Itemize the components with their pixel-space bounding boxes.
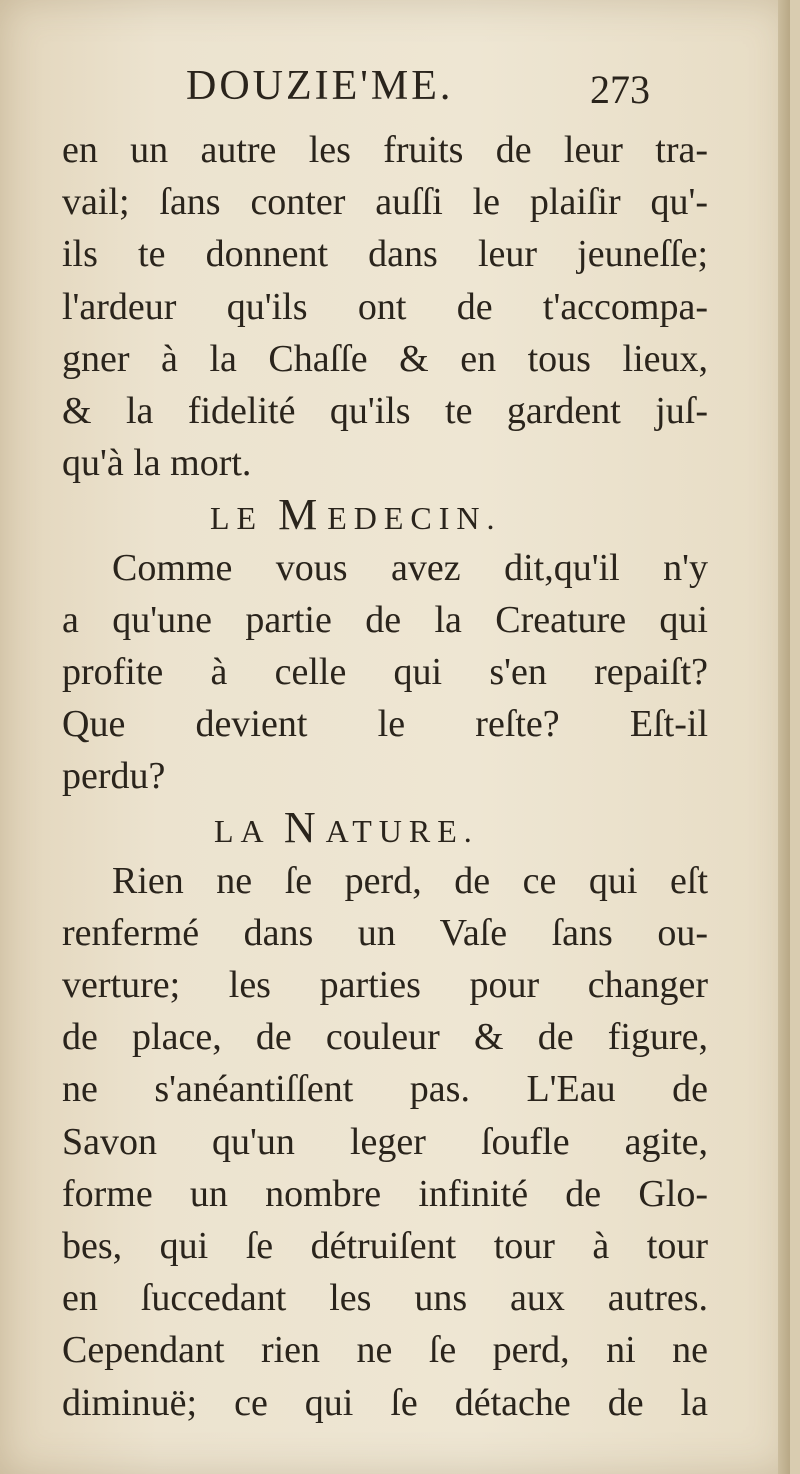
- speaker-initial: N: [283, 803, 326, 853]
- text-line: l'ardeur qu'ils ont de t'accompa-: [62, 285, 708, 328]
- text-line: qu'à la mort.: [62, 442, 252, 485]
- text-line: de place, de couleur & de figure,: [62, 1016, 708, 1059]
- text-line: Que devient le reſte? Eſt-il: [62, 703, 708, 746]
- page-edge: [778, 0, 790, 1474]
- running-title: DOUZIE'ME.: [186, 63, 454, 109]
- text-line: ils te donnent dans leur jeuneſſe;: [62, 233, 708, 276]
- text-line: verture; les parties pour changer: [62, 964, 708, 1006]
- text-line: profite à celle qui s'en repaiſt?: [62, 650, 708, 693]
- text-line: en ſuccedant les uns aux autres.: [62, 1277, 708, 1320]
- text-line: & la fidelité qu'ils te gardent juſ-: [62, 389, 708, 432]
- text-line: Rien ne ſe perd, de ce qui eſt: [112, 859, 708, 902]
- speaker-rest: ATURE.: [325, 813, 479, 850]
- speaker-lead: LA: [214, 813, 284, 850]
- text-line: Comme vous avez dit,qu'il n'y: [112, 546, 708, 589]
- speaker-lead: LE: [210, 500, 279, 537]
- page-header: [0, 62, 790, 124]
- body-text: [62, 124, 708, 1429]
- page-number: 273: [590, 67, 650, 112]
- text-line: en un autre les fruits de leur tra-: [62, 129, 708, 171]
- text-line: ne s'anéantiſſent pas. L'Eau de: [62, 1068, 708, 1111]
- speaker-heading-medecin: [62, 489, 708, 541]
- text-line: bes, qui ſe détruiſent tour à tour: [62, 1224, 708, 1267]
- text-line: Cependant rien ne ſe perd, ni ne: [62, 1329, 708, 1372]
- text-line: renfermé dans un Vaſe ſans ou-: [62, 911, 708, 954]
- text-line: a qu'une partie de la Creature qui: [62, 598, 708, 641]
- speaker-initial: M: [278, 490, 328, 540]
- text-line: forme un nombre infinité de Glo-: [62, 1172, 708, 1215]
- speaker-heading-nature: [62, 802, 708, 854]
- text-line: vail; ſans conter auſſi le plaiſir qu'-: [62, 181, 708, 224]
- text-line: gner à la Chaſſe & en tous lieux,: [62, 337, 708, 380]
- speaker-rest: EDECIN.: [327, 500, 502, 537]
- text-line: diminuë; ce qui ſe détache de la: [62, 1381, 708, 1424]
- text-line: Savon qu'un leger ſoufle agite,: [62, 1120, 708, 1163]
- text-line: perdu?: [62, 755, 166, 798]
